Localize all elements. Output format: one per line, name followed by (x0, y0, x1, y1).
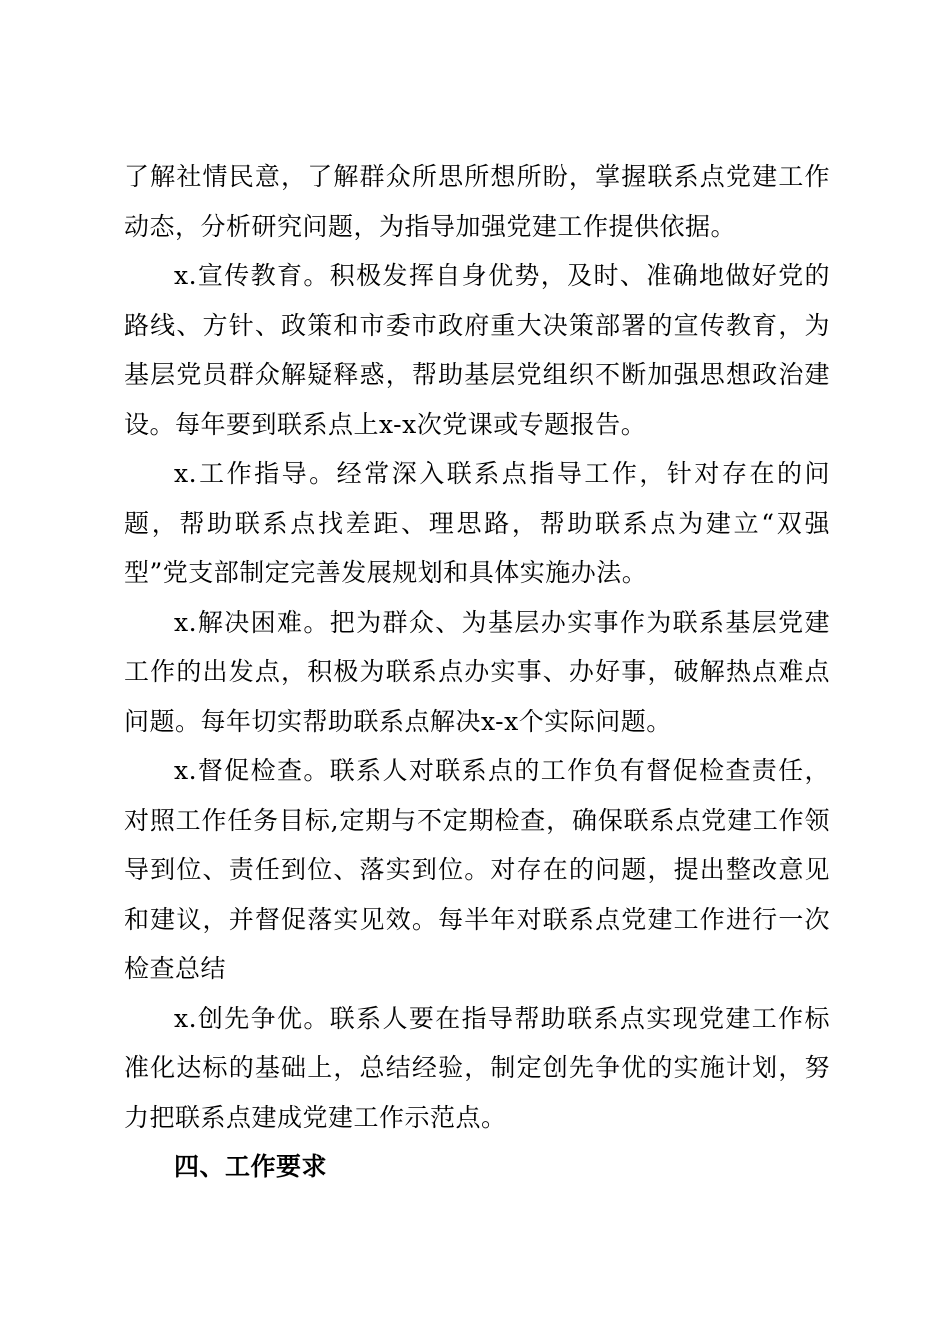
paragraph-lead: x.创先争优。 (174, 1003, 330, 1033)
paragraph-text: 联系人要在指导帮助联系点实现党建工作标准化达标的基础上，总结经验，制定创先争优的实施计划，努力把联系点建成党建工作示范点。 (124, 1003, 830, 1132)
document-page (124, 152, 830, 1192)
paragraph-text: 把为群众、为基层办实事作为联系基层党建工作的出发点，积极为联系点办实事、办好事，破解热点难点问题。每年切实帮助联系点解决x-x个实际问题。 (124, 607, 830, 736)
paragraph-text: 了解社情民意，了解群众所思所想所盼，掌握联系点党建工作动态，分析研究问题，为指导加强党建工作提供依据。 (124, 162, 830, 241)
paragraph-lead: x.宣传教育。 (174, 261, 330, 290)
paragraph-text: 积极发挥自身优势，及时、准确地做好党的路线、方针、政策和市委市政府重大决策部署的宣传教育，为基层党员群众解疑释惑，帮助基层党组织不断加强思想政治建设。每年要到联系点上x-x次党课或专题报告。 (124, 261, 830, 439)
paragraph-continuation (124, 152, 830, 251)
paragraph-lead: x.解决困难。 (174, 607, 330, 637)
paragraph-publicity-education (124, 251, 830, 449)
paragraph-supervision-inspection (124, 746, 830, 994)
paragraph-lead: x.工作指导。 (174, 459, 337, 488)
paragraph-lead: x.督促检查。 (174, 756, 330, 785)
paragraph-text: 经常深入联系点指导工作，针对存在的问题，帮助联系点找差距、理思路，帮助联系点为建立“双强型”党支部制定完善发展规划和具体实施办法。 (124, 459, 830, 587)
paragraph-solve-difficulties (124, 598, 830, 747)
paragraph-text: 联系人对联系点的工作负有督促检查责任，对照工作任务目标,定期与不定期检查，确保联系点党建工作领导到位、责任到位、落实到位。对存在的问题，提出整改意见和建议，并督促落实见效。每半年对联系点党建工作进行一次检查总结 (124, 756, 830, 983)
paragraph-work-guidance (124, 449, 830, 598)
paragraph-strive-excellence (124, 994, 830, 1143)
section-heading: 四、工作要求 (174, 1152, 328, 1181)
